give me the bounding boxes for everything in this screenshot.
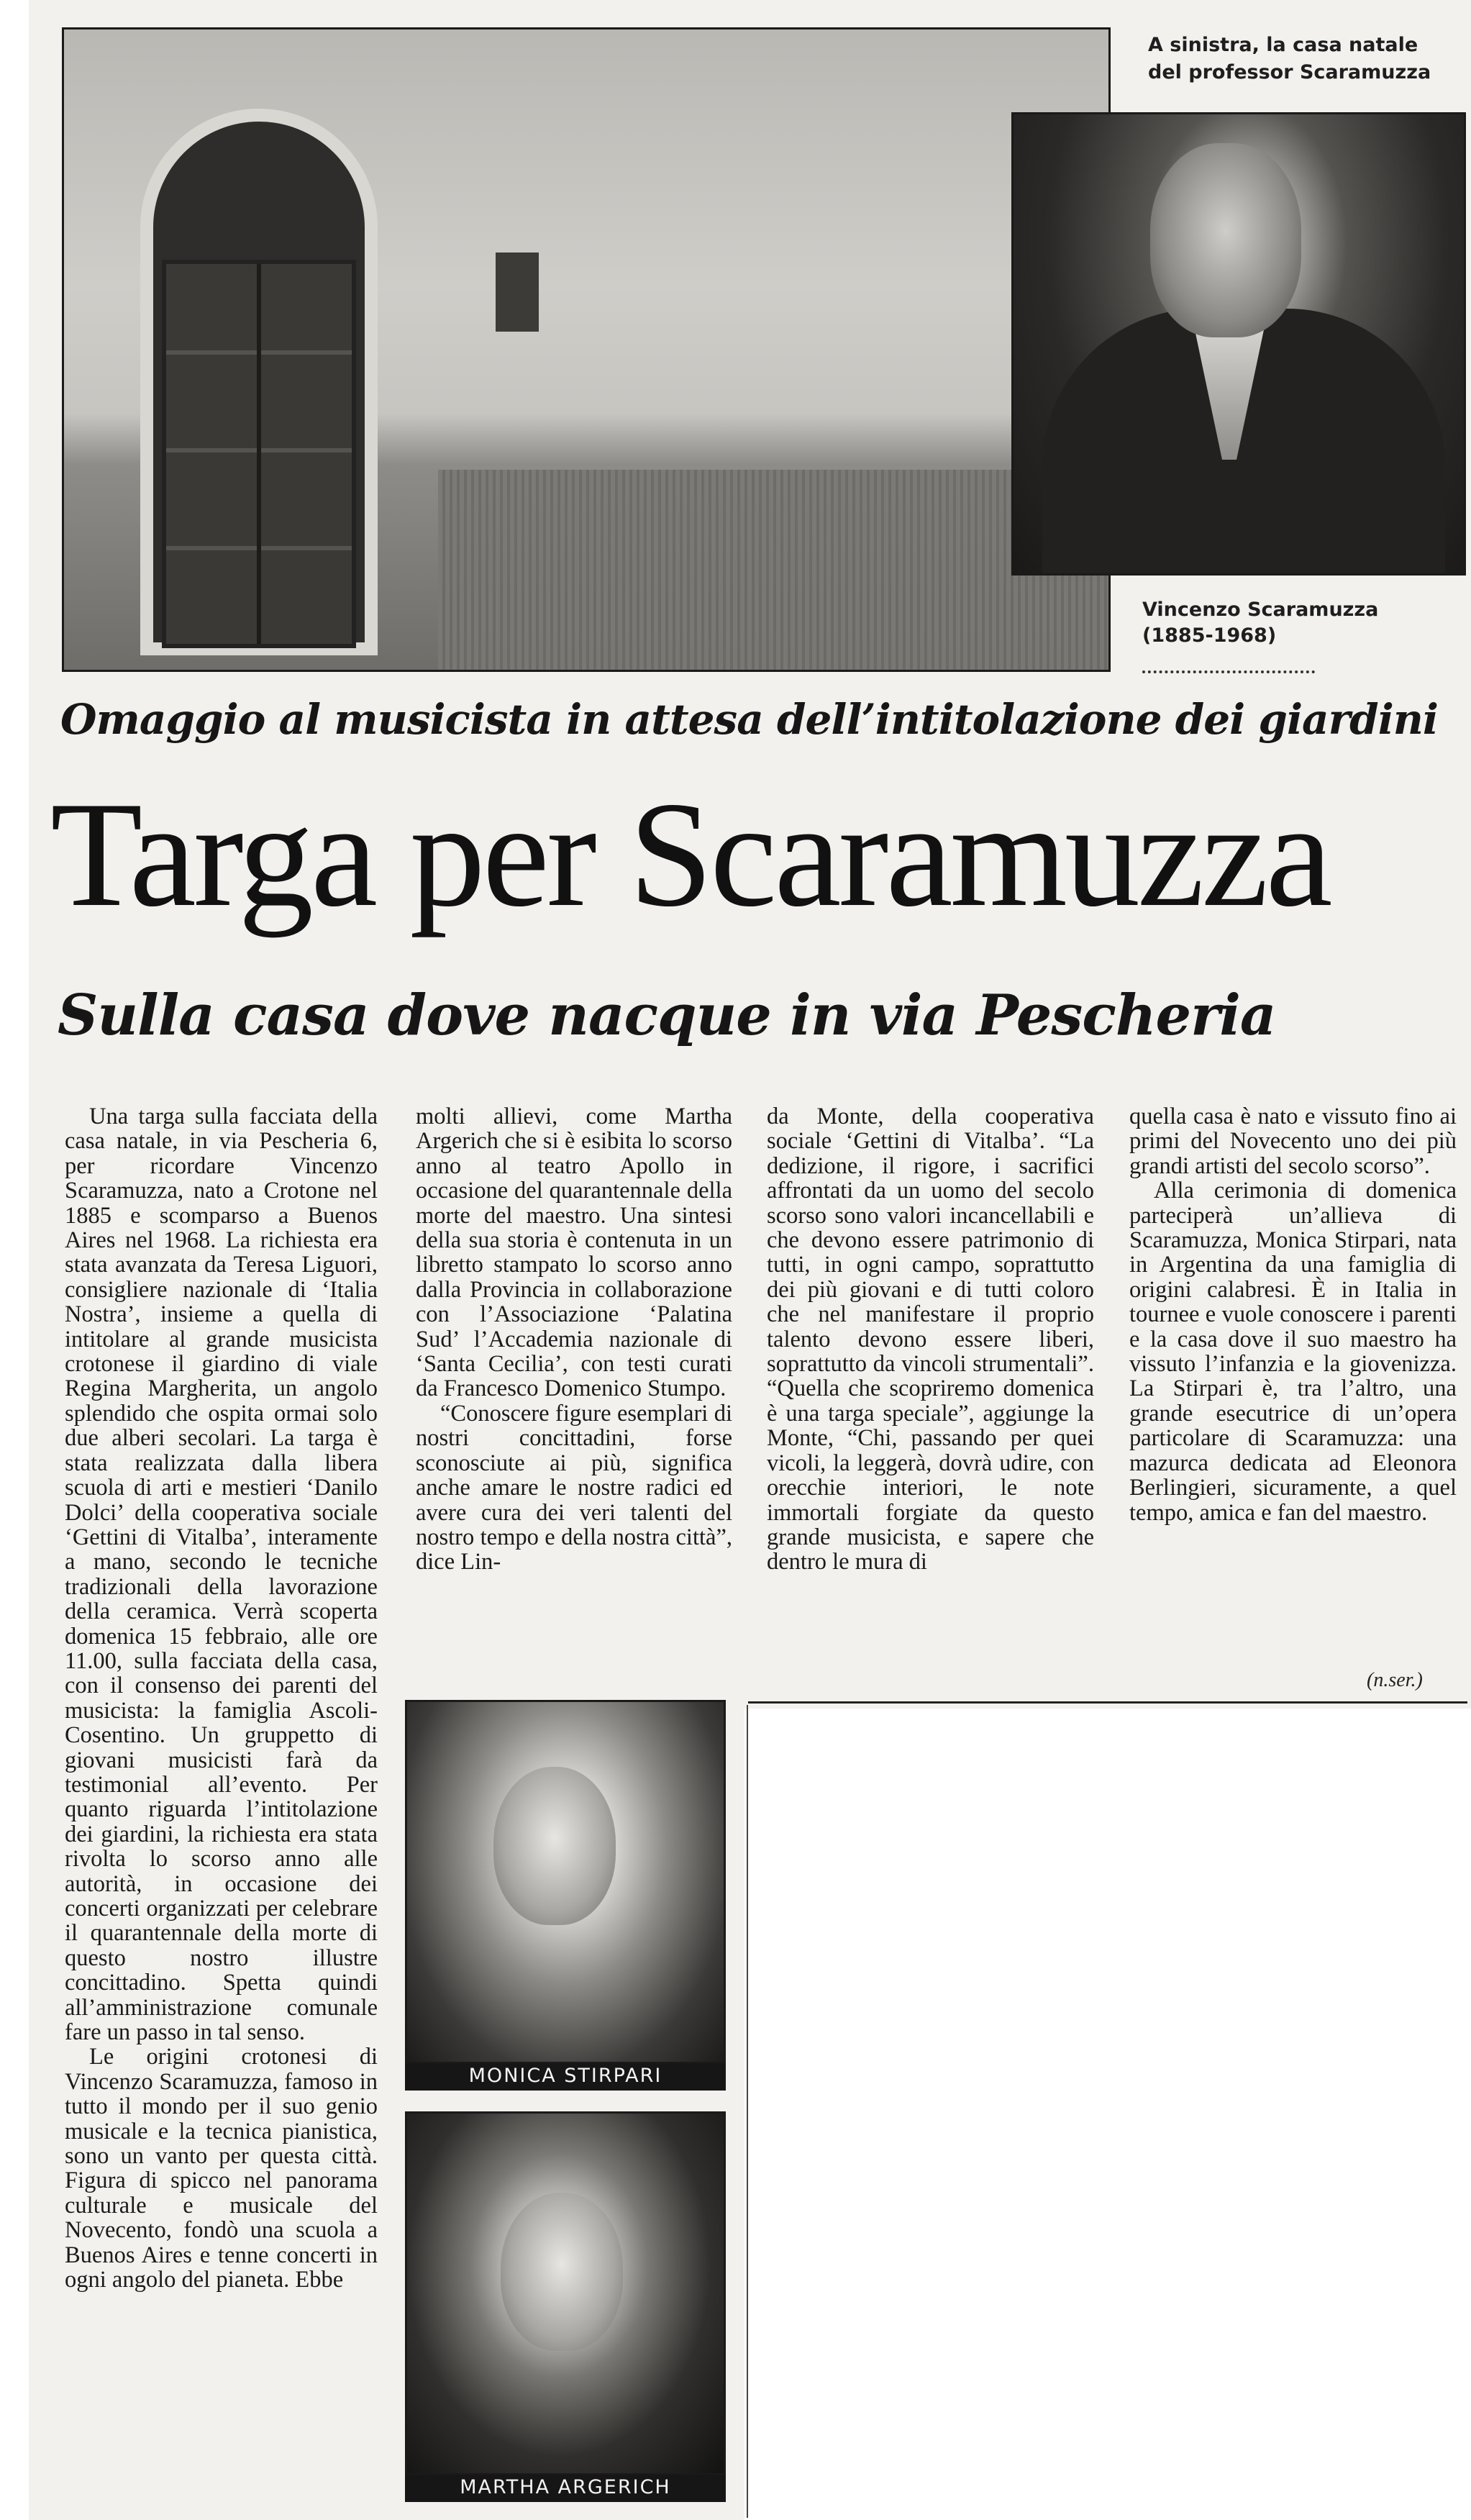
col4-paragraph-2: Alla cerimonia di domenica parteciperà un’allieva di Scaramuzza, Monica Stirpari, nata in Argentina da una famiglia di origini calabresi. È in Italia in tournee e vuole conoscere i parenti e la casa dove il suo maestro ha vissuto l’infanzia e la giovenizza. La Stirpari è, tra l’altro, una grande esecutrice di un’opera particolare di Scaramuzza: una mazurca dedicata ad Eleonora Berlingieri, sicuramente, a quel tempo, amica e fan del maestro.: [1129, 1178, 1457, 1526]
bottom-rule-right: [748, 1701, 1467, 1703]
col2-paragraph-2: “Conoscere figure esemplari di nostri concittadini, forse sconosciute ai più, significa anche amare le nostre radici ed avere cura dei veri talenti del nostro tempo e della nostra città”, dice Lin-: [416, 1400, 732, 1575]
monica-face: [493, 1767, 616, 1925]
wall-box: [496, 253, 539, 332]
column-rule-3: [747, 1705, 748, 2518]
monica-photo-label: MONICA STIRPARI: [405, 2063, 726, 2091]
col2-paragraph-1: molti allievi, come Martha Argerich che si è esibita lo scorso anno al teatro Apollo in occasione del quarantennale della morte del maestro. Una sintesi della sua storia è contenuta in un libretto stampato lo scorso anno dalla Provincia in collaborazione con l’Associazione ‘Palatina Sud’ l’Accademia nazionale di ‘Santa Cecilia’, con testi curati da Francesco Domenico Stumpo.: [416, 1104, 732, 1402]
martha-argerich-photo: [405, 2111, 726, 2475]
monica-stirpari-photo: [405, 1700, 726, 2064]
article-column-3: [767, 1104, 1094, 1575]
caption-top-line2: del professor Scaramuzza: [1148, 61, 1431, 83]
col1-paragraph-2: Le origini crotonesi di Vincenzo Scaramuzza, famoso in tutto il mondo per il suo genio musicale e la tecnica pianistica, sono un vanto per questa città. Figura di spicco nel panorama culturale e musicale del Novecento, fondò una scuola a Buenos Aires e tenne concerti in ogni angolo del pianeta. Ebbe: [65, 2044, 378, 2293]
headline-kicker: Omaggio al musicista in attesa dell’intitolazione dei giardini: [60, 695, 1438, 744]
headline-title: Targa per Scaramuzza: [50, 771, 1330, 938]
birth-house-photo: [62, 27, 1111, 672]
photo-caption-top: [1148, 32, 1465, 86]
portrait-head: [1150, 143, 1301, 337]
caption-years: (1885-1968): [1142, 624, 1277, 647]
col4-paragraph-1: quella casa è nato e vissuto fino ai primi del Novecento uno dei più grandi artisti del secolo scorso”.: [1129, 1104, 1457, 1179]
lower-wall: [438, 470, 1108, 671]
caption-name: Vincenzo Scaramuzza: [1142, 599, 1379, 621]
vincenzo-portrait-photo: [1011, 112, 1466, 576]
caption-top-line1: A sinistra, la casa natale: [1148, 34, 1418, 56]
wooden-door: [162, 260, 356, 648]
article-column-1: [65, 1104, 378, 2293]
col3-paragraph-1: da Monte, della cooperativa sociale ‘Gettini di Vitalba’. “La dedizione, il rigore, i sacrifici affrontati da un uomo del secolo scorso sono valori incancellabili e che devono essere patrimonio di tutti, in ogni campo, soprattutto dei più giovani e di tutti coloro che nel manifestare il proprio talento devono essere liberi, soprattutto da vincoli strumentali”. “Quella che scopriremo domenica è una targa speciale”, aggiunge la Monte, “Chi, passando per quei vicoli, la leggerà, dovrà udire, con orecchie interiori, le note immortali forgiate da questo grande musicista, e sapere che dentro le mura di: [767, 1104, 1094, 1575]
portrait-caption: [1142, 597, 1416, 649]
article-column-2: [416, 1104, 732, 1575]
martha-photo-label: MARTHA ARGERICH: [405, 2475, 726, 2502]
col1-paragraph-1: Una targa sulla facciata della casa natale, in via Pescheria 6, per ricordare Vincenzo Scaramuzza, nato a Crotone nel 1885 e scomparso a Buenos Aires nel 1968. La richiesta era stata avanzata da Teresa Liguori, consigliere nazionale di ‘Italia Nostra’, insieme a quella di intitolare al grande musicista crotonese il giardino di viale Regina Margherita, un angolo splendido che ospita ormai solo due alberi secolari. La targa è stata realizzata dalla libera scuola di arti e mestieri ‘Danilo Dolci’ della cooperativa sociale ‘Gettini di Vitalba’, interamente a mano, secondo le tecniche tradizionali della lavorazione della ceramica. Verrà scoperta domenica 15 febbraio, alle ore 11.00, sulla facciata della casa, con il consenso dei parenti del musicista: la famiglia Ascoli-Cosentino. Un gruppetto di giovani musicisti farà da testimonial all’evento. Per quanto riguarda l’intitolazione dei giardini, la richiesta era stata rivolta lo scorso anno alle autorità, in occasione dei concerti organizzati per celebrare il quarantennale della morte di questo nostro illustre concittadino. Spetta quindi all’amministrazione comunale fare un passo in tal senso.: [65, 1104, 378, 2046]
author-signature: (n.ser.): [1367, 1669, 1423, 1691]
article-column-4: [1129, 1104, 1457, 1525]
martha-face: [501, 2193, 623, 2351]
caption-dotted-rule: [1142, 670, 1315, 673]
headline-subtitle: Sulla casa dove nacque in via Pescheria: [58, 983, 1276, 1048]
